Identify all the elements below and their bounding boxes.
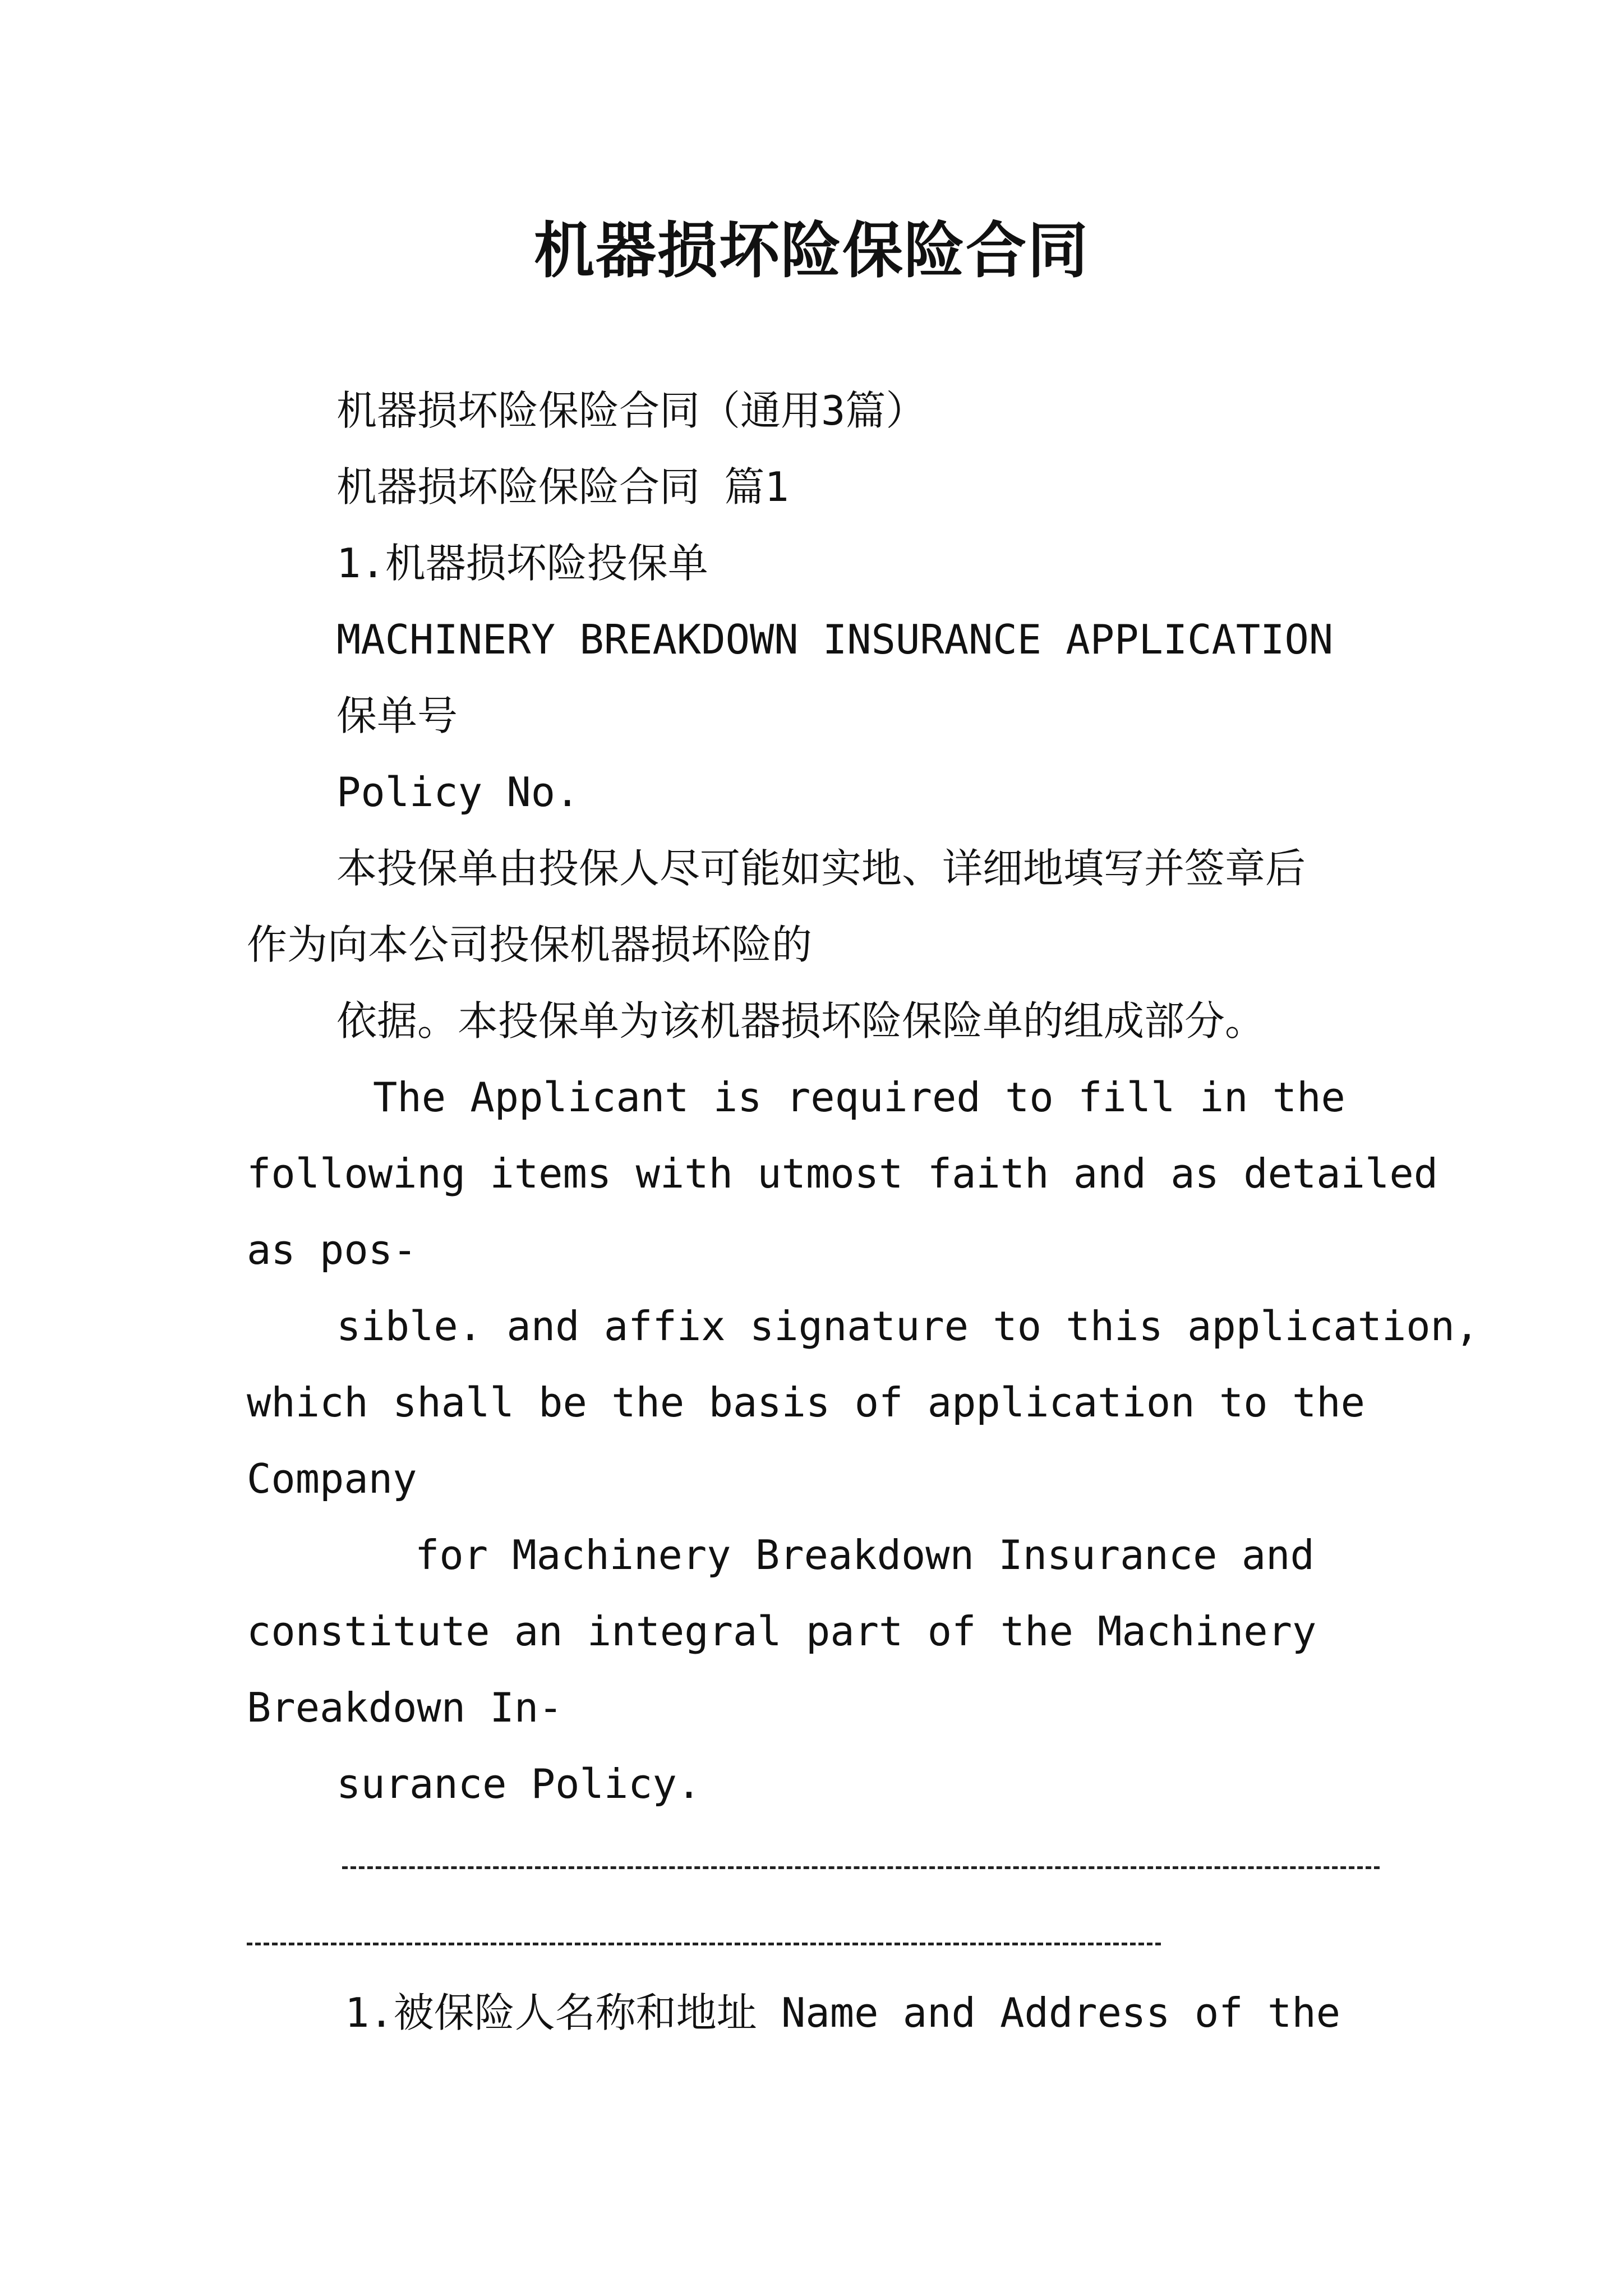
- document-title: 机器损坏险保险合同: [533, 215, 1089, 286]
- paragraph-line: Company: [247, 1455, 417, 1502]
- separator-line: [342, 1866, 1380, 1869]
- paragraph-line: 作为向本公司投保机器损坏险的: [247, 921, 813, 968]
- paragraph-line: for Machinery Breakdown Insurance and: [415, 1531, 1315, 1579]
- paragraph-line: constitute an integral part of the Machinery: [247, 1608, 1317, 1655]
- paragraph-line: as pos-: [247, 1226, 417, 1273]
- subtitle: 机器损坏险保险合同（通用3篇）: [336, 387, 926, 434]
- paragraph-line: 本投保单由投保人尽可能如实地、详细地填写并签章后: [336, 845, 1306, 892]
- separator-line: [247, 1943, 1161, 1945]
- paragraph-line: following items with utmost faith and as detailed: [247, 1150, 1438, 1197]
- field-label-insured-name-address: 1.被保险人名称和地址 Name and Address of the: [345, 1989, 1341, 2036]
- item-heading: 1.机器损坏险投保单: [336, 540, 708, 587]
- paragraph-line: sible. and affix signature to this application,: [336, 1303, 1479, 1350]
- section-heading: 机器损坏险保险合同 篇1: [336, 463, 789, 510]
- paragraph-line: The Applicant is required to fill in the: [373, 1074, 1345, 1121]
- english-heading: MACHINERY BREAKDOWN INSURANCE APPLICATION: [336, 616, 1334, 663]
- policy-number-label-en: Policy No.: [336, 769, 580, 816]
- paragraph-line: which shall be the basis of application to the: [247, 1379, 1365, 1426]
- paragraph-line: surance Policy.: [336, 1760, 702, 1807]
- policy-number-label-cn: 保单号: [336, 692, 458, 739]
- paragraph-line: 依据。本投保单为该机器损坏险保险单的组成部分。: [336, 997, 1266, 1045]
- paragraph-line: Breakdown In-: [247, 1684, 563, 1731]
